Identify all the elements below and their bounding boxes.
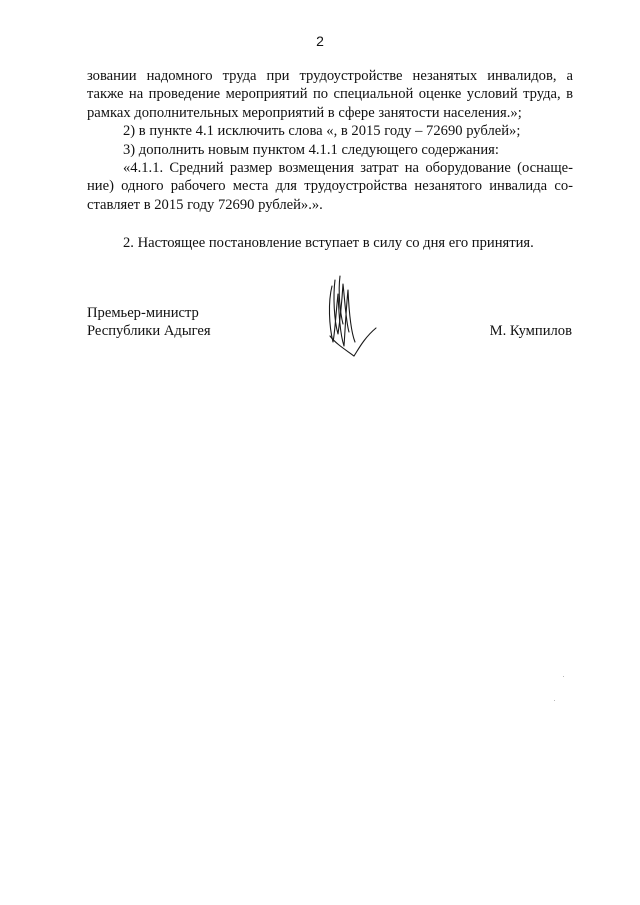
scan-speck bbox=[554, 700, 555, 701]
quoted-clause-line: ставляет в 2015 году 72690 рублей».». bbox=[87, 196, 323, 213]
signer-title-line: Премьер-министр bbox=[87, 305, 199, 321]
paragraph-line: также на проведение мероприятий по специальной оценке условий труда, в bbox=[87, 86, 573, 103]
document-body bbox=[87, 67, 573, 253]
paragraph-line: рамках дополнительных мероприятий в сфере занятости населения.»; bbox=[87, 104, 522, 121]
clause-2: 2. Настоящее постановление вступает в силу со дня его принятия. bbox=[123, 235, 534, 252]
amendment-item-2: 2) в пункте 4.1 исключить слова «, в 2015 году – 72690 рублей»; bbox=[123, 123, 521, 140]
paragraph-line: зовании надомного труда при трудоустройстве незанятых инвалидов, а bbox=[87, 68, 573, 84]
handwritten-signature bbox=[318, 272, 380, 364]
signer-title bbox=[87, 304, 211, 341]
page-number: 2 bbox=[316, 33, 324, 49]
scan-speck bbox=[563, 676, 564, 677]
paragraph-gap bbox=[87, 214, 573, 234]
quoted-clause-line: «4.1.1. Средний размер возмещения затрат на оборудование (оснаще- bbox=[123, 160, 573, 177]
signer-title-line: Республики Адыгея bbox=[87, 323, 211, 340]
amendment-item-3: 3) дополнить новым пунктом 4.1.1 следующего содержания: bbox=[123, 141, 499, 158]
quoted-clause-line: ние) одного рабочего места для трудоустройства незанятого инвалида со- bbox=[87, 178, 573, 195]
signer-name: М. Кумпилов bbox=[489, 323, 572, 339]
